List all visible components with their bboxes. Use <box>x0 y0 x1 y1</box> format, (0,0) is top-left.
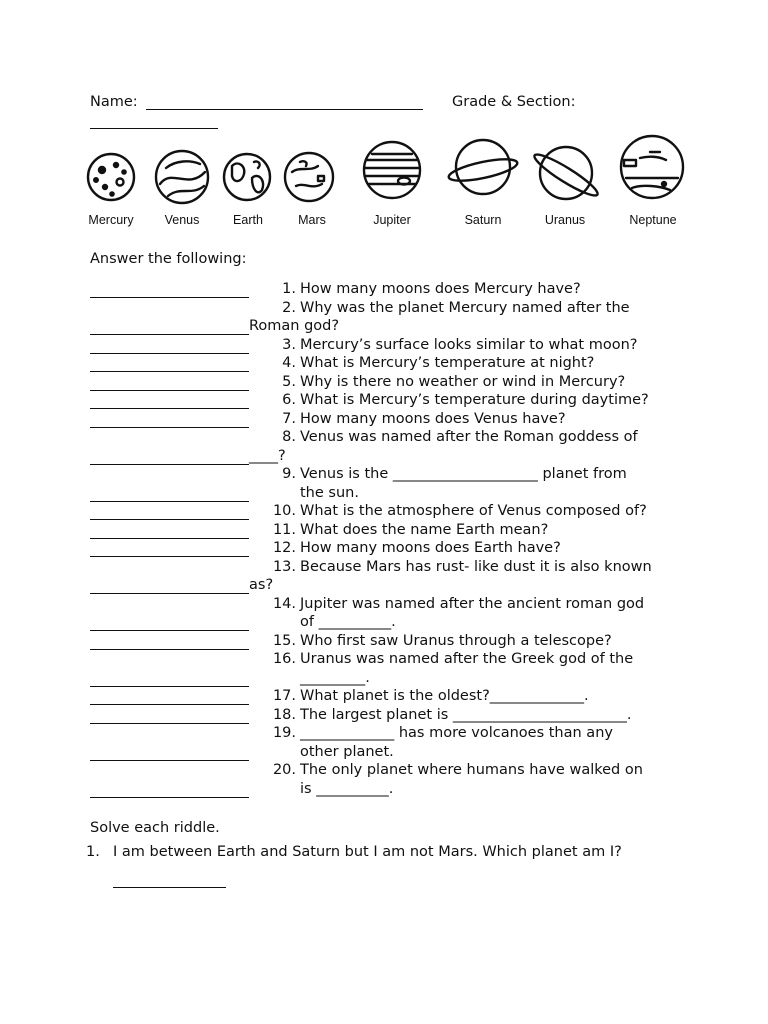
question-text: Venus is the ____________________ planet from <box>300 466 627 482</box>
question-number: 16. <box>272 651 296 667</box>
uranus-planet-icon <box>531 147 601 201</box>
answer-blank[interactable] <box>90 593 249 594</box>
answer-blank[interactable] <box>90 371 249 372</box>
question-number: 5. <box>282 373 296 390</box>
answer-blank[interactable] <box>90 723 249 724</box>
question-text: the sun. <box>300 484 359 501</box>
question-number: 15. <box>272 632 296 649</box>
question-number: 7. <box>282 410 296 427</box>
riddle-number: 1. <box>86 844 100 860</box>
question-number: 4. <box>282 355 296 371</box>
question-text: Venus was named after the Roman goddess of <box>300 429 638 445</box>
answer-blank[interactable] <box>90 427 249 428</box>
answer-blank[interactable] <box>90 630 249 631</box>
question-number: 18. <box>272 706 296 723</box>
answer-blank[interactable] <box>90 408 249 409</box>
name-label: Name: <box>90 94 138 110</box>
question-number: 8. <box>282 429 296 445</box>
question-number: 19. <box>272 725 296 741</box>
answer-blank[interactable] <box>90 538 249 539</box>
question-text: other planet. <box>300 743 394 760</box>
answer-blank[interactable] <box>90 353 249 354</box>
jupiter-planet-icon <box>364 142 420 198</box>
riddle-text: I am between Earth and Saturn but I am not Mars. Which planet am I? <box>113 844 622 860</box>
planet-label-mars: Mars <box>298 213 326 227</box>
answer-blank[interactable] <box>90 501 249 502</box>
neptune-planet-icon <box>621 136 683 198</box>
question-text: is __________. <box>300 780 394 797</box>
saturn-planet-icon <box>447 140 519 194</box>
question-number: 3. <box>282 336 296 353</box>
question-number: 11. <box>272 521 296 538</box>
question-text: Roman god? <box>249 318 340 334</box>
question-number: 12. <box>272 540 296 556</box>
question-number: 14. <box>272 595 296 612</box>
answer-blank[interactable] <box>90 649 249 650</box>
mars-planet-icon <box>285 153 333 201</box>
question-text: How many moons does Venus have? <box>300 410 566 427</box>
section-riddle-title: Solve each riddle. <box>90 820 220 836</box>
question-text: The largest planet is ________________________. <box>300 706 632 723</box>
question-number: 10. <box>272 503 296 519</box>
question-text: What is Mercury’s temperature during daytime? <box>300 392 649 408</box>
planets-illustration <box>0 0 768 240</box>
mercury-planet-icon <box>88 154 134 200</box>
earth-planet-icon <box>224 154 270 200</box>
answer-blank[interactable] <box>90 519 249 520</box>
question-text: Jupiter was named after the ancient roman god <box>300 595 645 612</box>
question-text: The only planet where humans have walked on <box>300 762 643 778</box>
planet-label-saturn: Saturn <box>464 213 502 227</box>
question-text: of __________. <box>300 614 396 630</box>
grade-section-label: Grade & Section: <box>452 94 576 110</box>
question-number: 2. <box>282 299 296 316</box>
question-text: Mercury’s surface looks similar to what moon? <box>300 336 638 353</box>
planet-label-mercury: Mercury <box>88 213 134 227</box>
question-number: 20. <box>272 762 296 778</box>
question-text: What planet is the oldest?_____________. <box>300 688 589 704</box>
answer-blank[interactable] <box>90 760 249 761</box>
question-number: 6. <box>282 392 296 408</box>
planet-label-uranus: Uranus <box>544 213 586 227</box>
planet-label-venus: Venus <box>164 213 200 227</box>
question-text: _____________ has more volcanoes than any <box>300 725 613 741</box>
question-number: 9. <box>282 466 296 482</box>
answer-blank[interactable] <box>90 556 249 557</box>
question-text: How many moons does Mercury have? <box>300 281 581 297</box>
question-number: 1. <box>282 281 296 297</box>
question-text: What is the atmosphere of Venus composed of? <box>300 503 647 519</box>
venus-planet-icon <box>156 151 208 203</box>
riddle-answer-blank[interactable] <box>113 887 226 888</box>
answer-blank[interactable] <box>90 390 249 391</box>
section-answer-title: Answer the following: <box>90 251 247 267</box>
planet-label-neptune: Neptune <box>629 213 677 227</box>
answer-blank[interactable] <box>90 334 249 335</box>
question-text: Why was the planet Mercury named after the <box>300 299 630 316</box>
question-number: 17. <box>272 688 296 704</box>
question-text: How many moons does Earth have? <box>300 540 561 556</box>
planet-label-earth: Earth <box>233 213 263 227</box>
answer-blank[interactable] <box>90 464 249 465</box>
question-number: 13. <box>272 558 296 575</box>
answer-blank[interactable] <box>90 686 249 687</box>
question-text: What does the name Earth mean? <box>300 521 549 538</box>
answer-blank[interactable] <box>90 797 249 798</box>
question-text: What is Mercury’s temperature at night? <box>300 355 595 371</box>
question-text: Who first saw Uranus through a telescope? <box>300 632 612 649</box>
question-text: as? <box>249 577 274 593</box>
answer-blank[interactable] <box>90 297 249 298</box>
question-text: _________. <box>300 669 370 686</box>
planet-label-jupiter: Jupiter <box>373 213 411 227</box>
question-text: Why is there no weather or wind in Mercury? <box>300 373 626 390</box>
question-text: Uranus was named after the Greek god of the <box>300 651 634 667</box>
question-text: Because Mars has rust- like dust it is also known <box>300 558 652 575</box>
answer-blank[interactable] <box>90 704 249 705</box>
question-text: ____? <box>249 447 286 464</box>
